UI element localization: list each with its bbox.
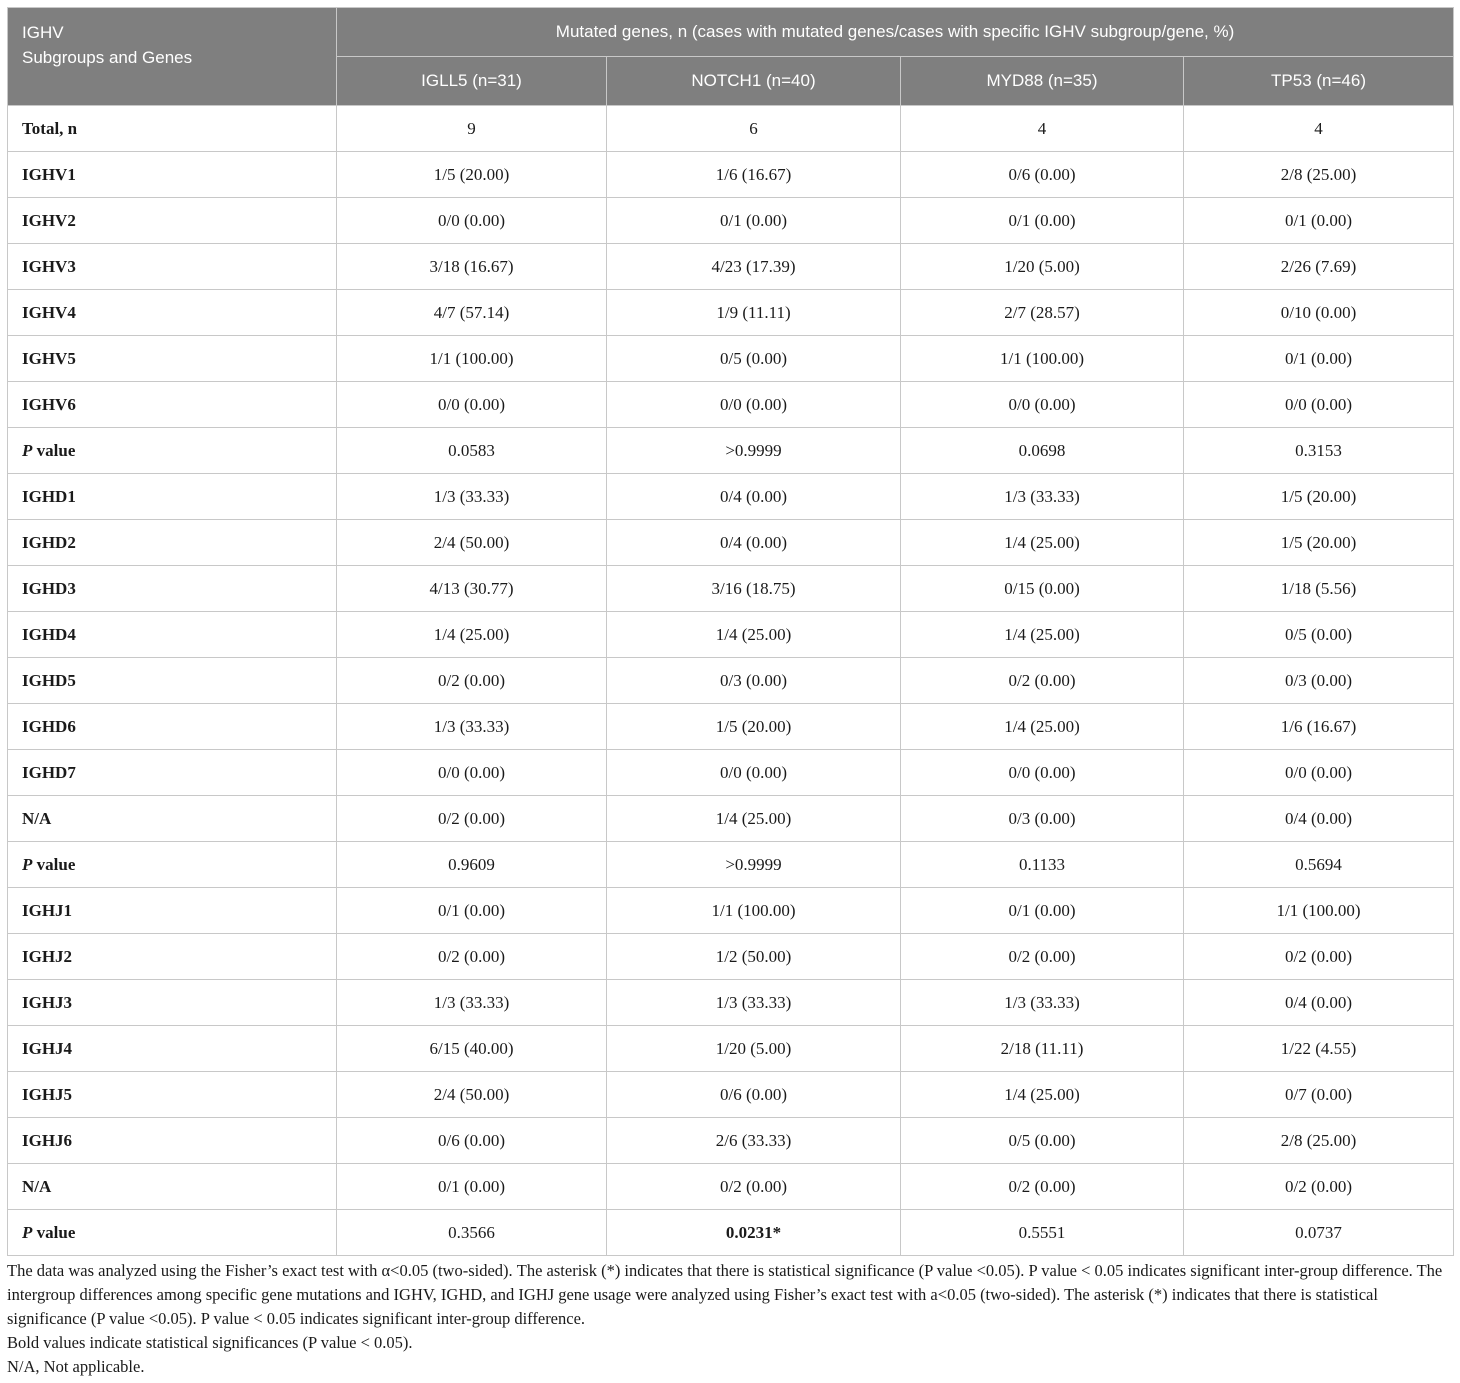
table-cell: 2/6 (33.33) xyxy=(607,1118,901,1164)
row-label: IGHJ4 xyxy=(8,1026,337,1072)
table-cell: 0.3153 xyxy=(1184,428,1454,474)
table-cell: 1/5 (20.00) xyxy=(1184,520,1454,566)
table-cell: 0/6 (0.00) xyxy=(901,152,1184,198)
table-cell: 1/3 (33.33) xyxy=(901,980,1184,1026)
table-cell: 1/4 (25.00) xyxy=(337,612,607,658)
table-cell: 3/18 (16.67) xyxy=(337,244,607,290)
table-cell: 0.5694 xyxy=(1184,842,1454,888)
table-row xyxy=(8,1118,1454,1164)
table-cell: 0/3 (0.00) xyxy=(901,796,1184,842)
table-row xyxy=(8,842,1454,888)
column-header-tp53: TP53 (n=46) xyxy=(1184,57,1454,106)
table-cell: 0/4 (0.00) xyxy=(1184,980,1454,1026)
table-cell: 4/7 (57.14) xyxy=(337,290,607,336)
row-label-rest: value xyxy=(32,854,76,874)
table-row xyxy=(8,888,1454,934)
table-cell: 2/4 (50.00) xyxy=(337,1072,607,1118)
table-cell: 0/3 (0.00) xyxy=(1184,658,1454,704)
table-cell: 0/0 (0.00) xyxy=(337,198,607,244)
table-row xyxy=(8,290,1454,336)
table-body xyxy=(8,106,1454,1256)
table-cell: 1/6 (16.67) xyxy=(1184,704,1454,750)
table-cell: 0/2 (0.00) xyxy=(901,934,1184,980)
table-cell: 0/5 (0.00) xyxy=(901,1118,1184,1164)
table-cell: 1/4 (25.00) xyxy=(901,1072,1184,1118)
table-cell: 1/5 (20.00) xyxy=(1184,474,1454,520)
table-row xyxy=(8,336,1454,382)
table-cell: 9 xyxy=(337,106,607,152)
table-cell: 0.5551 xyxy=(901,1210,1184,1256)
table-cell: 2/18 (11.11) xyxy=(901,1026,1184,1072)
table-cell: >0.9999 xyxy=(607,842,901,888)
table-cell: 1/20 (5.00) xyxy=(901,244,1184,290)
table-cell: 0/15 (0.00) xyxy=(901,566,1184,612)
table-cell: 0/6 (0.00) xyxy=(607,1072,901,1118)
table-row xyxy=(8,106,1454,152)
table-cell: 1/22 (4.55) xyxy=(1184,1026,1454,1072)
table-cell: 0/4 (0.00) xyxy=(607,474,901,520)
table-cell: 0.3566 xyxy=(337,1210,607,1256)
table-cell: 0/2 (0.00) xyxy=(1184,1164,1454,1210)
row-label: IGHV5 xyxy=(8,336,337,382)
table-cell: 6/15 (40.00) xyxy=(337,1026,607,1072)
row-label-italic: P xyxy=(22,854,33,874)
mutation-table xyxy=(7,7,1454,1256)
row-label: IGHD4 xyxy=(8,612,337,658)
row-label xyxy=(8,842,337,888)
stub-header-line2: Subgroups and Genes xyxy=(22,48,193,67)
table-cell: 2/4 (50.00) xyxy=(337,520,607,566)
row-label: IGHD5 xyxy=(8,658,337,704)
table-row xyxy=(8,428,1454,474)
table-cell: 1/5 (20.00) xyxy=(607,704,901,750)
table-cell: 2/8 (25.00) xyxy=(1184,1118,1454,1164)
table-cell: 4 xyxy=(1184,106,1454,152)
row-label: IGHV4 xyxy=(8,290,337,336)
row-label: IGHD7 xyxy=(8,750,337,796)
table-cell: 1/3 (33.33) xyxy=(607,980,901,1026)
table-cell: 0/1 (0.00) xyxy=(337,888,607,934)
table-cell: 1/1 (100.00) xyxy=(607,888,901,934)
table-cell: 0.0583 xyxy=(337,428,607,474)
row-label-rest: value xyxy=(32,440,76,460)
table-cell: 0/1 (0.00) xyxy=(1184,198,1454,244)
table-cell: 0/0 (0.00) xyxy=(1184,750,1454,796)
table-cell: 1/5 (20.00) xyxy=(337,152,607,198)
table-cell: 0/0 (0.00) xyxy=(607,750,901,796)
table-row xyxy=(8,980,1454,1026)
table-cell: 2/26 (7.69) xyxy=(1184,244,1454,290)
row-label: IGHD3 xyxy=(8,566,337,612)
table-row xyxy=(8,474,1454,520)
table-cell: 1/1 (100.00) xyxy=(337,336,607,382)
table-cell: 0/2 (0.00) xyxy=(337,934,607,980)
row-label: IGHJ5 xyxy=(8,1072,337,1118)
table-footnotes xyxy=(7,1259,1453,1379)
table-row xyxy=(8,566,1454,612)
table-cell: 1/4 (25.00) xyxy=(901,612,1184,658)
table-row xyxy=(8,198,1454,244)
table-row xyxy=(8,244,1454,290)
table-cell: 0/7 (0.00) xyxy=(1184,1072,1454,1118)
table-cell: 0/2 (0.00) xyxy=(337,796,607,842)
table-row xyxy=(8,1210,1454,1256)
table-cell: 1/3 (33.33) xyxy=(337,474,607,520)
table-cell: 0/2 (0.00) xyxy=(1184,934,1454,980)
table-row xyxy=(8,1026,1454,1072)
table-row xyxy=(8,612,1454,658)
table-cell: 0.0231* xyxy=(607,1210,901,1256)
table-cell: 1/4 (25.00) xyxy=(901,704,1184,750)
table-row xyxy=(8,1164,1454,1210)
table-row xyxy=(8,750,1454,796)
row-label: IGHJ1 xyxy=(8,888,337,934)
table-cell: 1/4 (25.00) xyxy=(901,520,1184,566)
row-label-italic: P xyxy=(22,440,33,460)
table-cell: 1/9 (11.11) xyxy=(607,290,901,336)
table-cell: 4 xyxy=(901,106,1184,152)
footnote-methods: The data was analyzed using the Fisher’s exact test with α<0.05 (two-sided). The asterisk (*) indicates that there is statistical significance (P value <0.05). P value < 0.05 indicates significant inter-group difference. The intergroup differences among specific gene mutations and IGHV, IGHD, and IGHJ gene usage were analyzed using Fisher’s exact test with a<0.05 (two-sided). The asterisk (*) indicates that there is statistical significance (P value <0.05). P value < 0.05 indicates significant inter-group difference. xyxy=(7,1261,1443,1328)
data-table-container xyxy=(7,7,1453,1256)
table-cell: 1/6 (16.67) xyxy=(607,152,901,198)
table-cell: 0/1 (0.00) xyxy=(901,198,1184,244)
column-header-notch1: NOTCH1 (n=40) xyxy=(607,57,901,106)
table-cell: 0.0737 xyxy=(1184,1210,1454,1256)
table-cell: 1/20 (5.00) xyxy=(607,1026,901,1072)
table-cell: 0/0 (0.00) xyxy=(1184,382,1454,428)
table-cell: 0.9609 xyxy=(337,842,607,888)
table-cell: 0/1 (0.00) xyxy=(607,198,901,244)
row-label: IGHV6 xyxy=(8,382,337,428)
row-label: N/A xyxy=(8,796,337,842)
table-row xyxy=(8,382,1454,428)
row-label: IGHV3 xyxy=(8,244,337,290)
table-header xyxy=(8,8,1454,106)
table-cell: 1/3 (33.33) xyxy=(337,704,607,750)
table-cell: 4/13 (30.77) xyxy=(337,566,607,612)
table-cell: 1/2 (50.00) xyxy=(607,934,901,980)
row-label: IGHV1 xyxy=(8,152,337,198)
table-cell: 1/4 (25.00) xyxy=(607,612,901,658)
table-cell: 0/10 (0.00) xyxy=(1184,290,1454,336)
table-cell: 0/2 (0.00) xyxy=(337,658,607,704)
table-cell: 0/1 (0.00) xyxy=(901,888,1184,934)
table-cell: 0.1133 xyxy=(901,842,1184,888)
row-label xyxy=(8,428,337,474)
table-row xyxy=(8,152,1454,198)
column-header-igll5: IGLL5 (n=31) xyxy=(337,57,607,106)
table-cell: 1/1 (100.00) xyxy=(1184,888,1454,934)
table-cell: 0/0 (0.00) xyxy=(607,382,901,428)
table-cell: 1/4 (25.00) xyxy=(607,796,901,842)
table-cell: 0/5 (0.00) xyxy=(607,336,901,382)
table-cell: >0.9999 xyxy=(607,428,901,474)
row-label: IGHV2 xyxy=(8,198,337,244)
table-cell: 1/3 (33.33) xyxy=(337,980,607,1026)
row-label: IGHJ3 xyxy=(8,980,337,1026)
footnote-bold: Bold values indicate statistical significances (P value < 0.05). xyxy=(7,1333,413,1352)
row-label: IGHJ2 xyxy=(8,934,337,980)
table-row xyxy=(8,704,1454,750)
table-row xyxy=(8,1072,1454,1118)
row-label: N/A xyxy=(8,1164,337,1210)
table-cell: 0/4 (0.00) xyxy=(1184,796,1454,842)
table-cell: 0/2 (0.00) xyxy=(607,1164,901,1210)
stub-header xyxy=(8,8,337,106)
row-label: IGHD1 xyxy=(8,474,337,520)
table-row xyxy=(8,520,1454,566)
table-cell: 1/3 (33.33) xyxy=(901,474,1184,520)
row-label xyxy=(8,1210,337,1256)
table-cell: 6 xyxy=(607,106,901,152)
table-cell: 0/6 (0.00) xyxy=(337,1118,607,1164)
row-label: IGHD2 xyxy=(8,520,337,566)
table-cell: 0/0 (0.00) xyxy=(337,382,607,428)
table-cell: 2/8 (25.00) xyxy=(1184,152,1454,198)
table-row xyxy=(8,796,1454,842)
table-cell: 0/1 (0.00) xyxy=(337,1164,607,1210)
table-cell: 1/18 (5.56) xyxy=(1184,566,1454,612)
table-cell: 1/1 (100.00) xyxy=(901,336,1184,382)
stub-header-line1: IGHV xyxy=(22,23,64,42)
table-cell: 0/0 (0.00) xyxy=(901,750,1184,796)
column-header-myd88: MYD88 (n=35) xyxy=(901,57,1184,106)
table-cell: 0/1 (0.00) xyxy=(1184,336,1454,382)
row-label: IGHD6 xyxy=(8,704,337,750)
table-cell: 0.0698 xyxy=(901,428,1184,474)
row-label: Total, n xyxy=(8,106,337,152)
footnote-na: N/A, Not applicable. xyxy=(7,1357,145,1376)
span-header: Mutated genes, n (cases with mutated genes/cases with specific IGHV subgroup/gene, %) xyxy=(337,8,1454,57)
row-label: IGHJ6 xyxy=(8,1118,337,1164)
table-cell: 3/16 (18.75) xyxy=(607,566,901,612)
table-cell: 0/5 (0.00) xyxy=(1184,612,1454,658)
table-cell: 0/3 (0.00) xyxy=(607,658,901,704)
table-cell: 0/2 (0.00) xyxy=(901,1164,1184,1210)
table-cell: 0/4 (0.00) xyxy=(607,520,901,566)
table-cell: 4/23 (17.39) xyxy=(607,244,901,290)
table-cell: 2/7 (28.57) xyxy=(901,290,1184,336)
table-cell: 0/0 (0.00) xyxy=(337,750,607,796)
table-row xyxy=(8,658,1454,704)
table-cell: 0/0 (0.00) xyxy=(901,382,1184,428)
table-cell: 0/2 (0.00) xyxy=(901,658,1184,704)
row-label-rest: value xyxy=(32,1222,76,1242)
table-row xyxy=(8,934,1454,980)
row-label-italic: P xyxy=(22,1222,33,1242)
